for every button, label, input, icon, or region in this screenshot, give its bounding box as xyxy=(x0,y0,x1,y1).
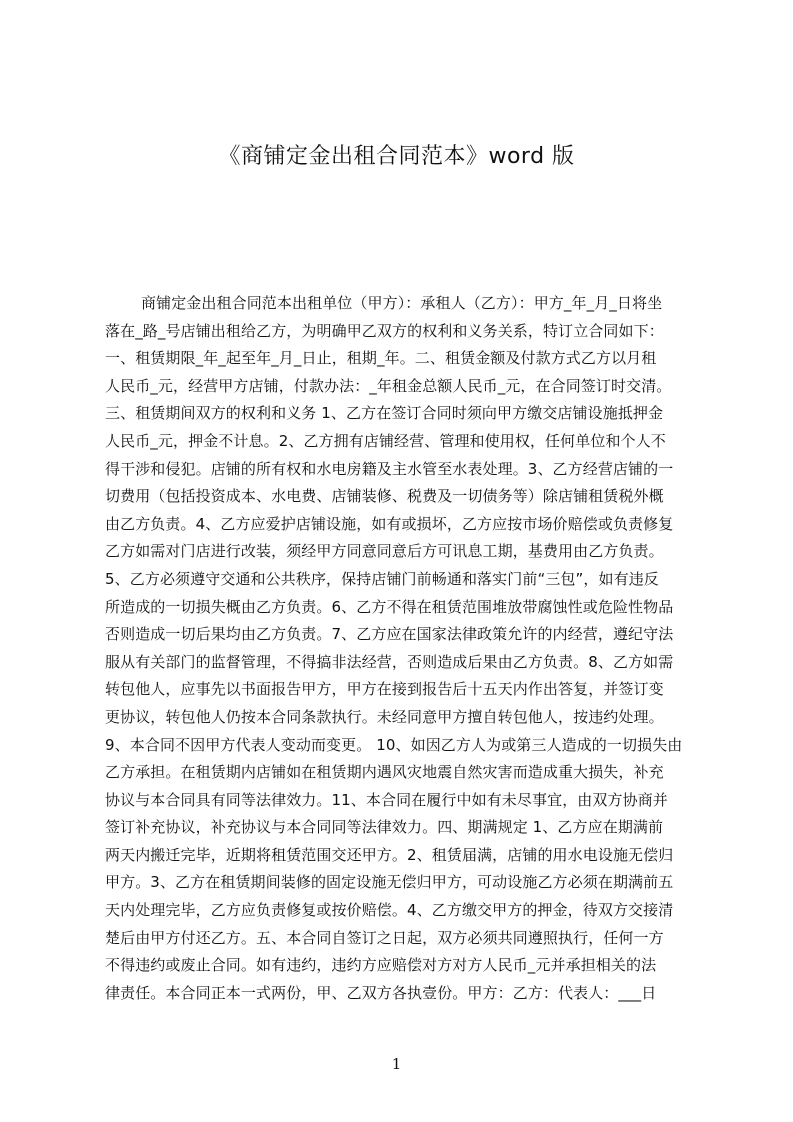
body-line: 5、乙方必须遵守交通和公共秩序，保持店铺门前畅通和落实门前“三包”，如有违反 xyxy=(105,569,659,588)
body-line: 天内处理完毕，乙方应负责修复或按价赔偿。4、乙方缴交甲方的押金，待双方交接清 xyxy=(105,901,674,920)
body-line: 协议与本合同具有同等法律效力。11、本合同在履行中如有未尽事宜，由双方协商并 xyxy=(105,790,668,809)
body-line: 转包他人，应事先以书面报告甲方，甲方在接到报告后十五天内作出答复，并签订变 xyxy=(105,680,664,699)
body-line: 切费用（包括投资成本、水电费、店铺装修、税费及一切债务等）除店铺租赁税外概 xyxy=(105,487,664,506)
body-line: 否则造成一切后果均由乙方负责。7、乙方应在国家法律政策允许的内经营，遵纪守法 xyxy=(105,625,674,644)
document-body xyxy=(105,290,696,1002)
body-line: 甲方。3、乙方在租赁期间装修的固定设施无偿归甲方，可动设施乙方必须在期满前五 xyxy=(105,873,674,892)
body-line: 一、租赁期限_年_起至年_月_日止，租期_年。二、租赁金额及付款方式乙方以月租 xyxy=(105,349,657,368)
body-line: 三、租赁期间双方的权利和义务 1、乙方在签订合同时须向甲方缴交店铺设施抵押金 xyxy=(105,404,664,423)
body-line: 律责任。本合同正本一式两份，甲、乙双方各执壹份。甲方：乙方：代表人：___日 xyxy=(105,983,657,1002)
body-line: 楚后由甲方付还乙方。五、本合同自签订之日起，双方必须共同遵照执行，任何一方 xyxy=(105,928,664,947)
body-line: 落在_路_号店铺出租给乙方，为明确甲乙双方的权利和义务关系，特订立合同如下： xyxy=(105,321,664,340)
body-line: 不得违约或废止合同。如有违约，违约方应赔偿对方对方人民币_元并承担相关的法 xyxy=(105,956,657,975)
body-line: 乙方如需对门店进行改装，须经甲方同意同意后方可讯息工期，基费用由乙方负责。 xyxy=(105,542,664,561)
body-line: 服从有关部门的监督管理，不得搞非法经营，否则造成后果由乙方负责。8、乙方如需 xyxy=(105,652,674,671)
body-line: 9、本合同不因甲方代表人变动而变更。 10、如因乙方人为或第三人造成的一切损失由 xyxy=(105,735,683,754)
body-line: 更协议，转包他人仍按本合同条款执行。未经同意甲方擅自转包他人，按违约处理。 xyxy=(105,707,664,726)
page-number: 1 xyxy=(391,1055,402,1073)
body-line: 人民币_元，押金不计息。2、乙方拥有店铺经营、管理和使用权，任何单位和个人不 xyxy=(105,431,666,450)
body-line: 人民币_元，经营甲方店铺，付款办法：_年租金总额人民币_元，在合同签订时交清。 xyxy=(105,376,672,395)
body-line: 得干涉和侵犯。店铺的所有权和水电房籍及主水管至水表处理。3、乙方经营店铺的一 xyxy=(105,459,674,478)
body-line: 商铺定金出租合同范本出租单位（甲方）：承租人（乙方）：甲方_年_月_日将坐 xyxy=(141,294,663,312)
body-line: 两天内搬迁完毕，近期将租赁范围交还甲方。2、租赁届满，店铺的用水电设施无偿归 xyxy=(105,845,674,864)
body-line: 签订补充协议，补充协议与本合同同等法律效力。四、期满规定 1、乙方应在期满前 xyxy=(105,818,664,837)
body-line: 由乙方负责。4、乙方应爱护店铺设施，如有或损坏，乙方应按市场价赔偿或负责修复 xyxy=(105,514,674,533)
body-line: 乙方承担。在租赁期内店铺如在租赁期内遇风灾地震自然灾害而造成重大损失，补充 xyxy=(105,763,664,782)
body-line: 所造成的一切损失概由乙方负责。6、乙方不得在租赁范围堆放带腐蚀性或危险性物品 xyxy=(105,597,674,616)
document-title: 《商铺定金出租合同范本》word 版 xyxy=(218,144,575,169)
